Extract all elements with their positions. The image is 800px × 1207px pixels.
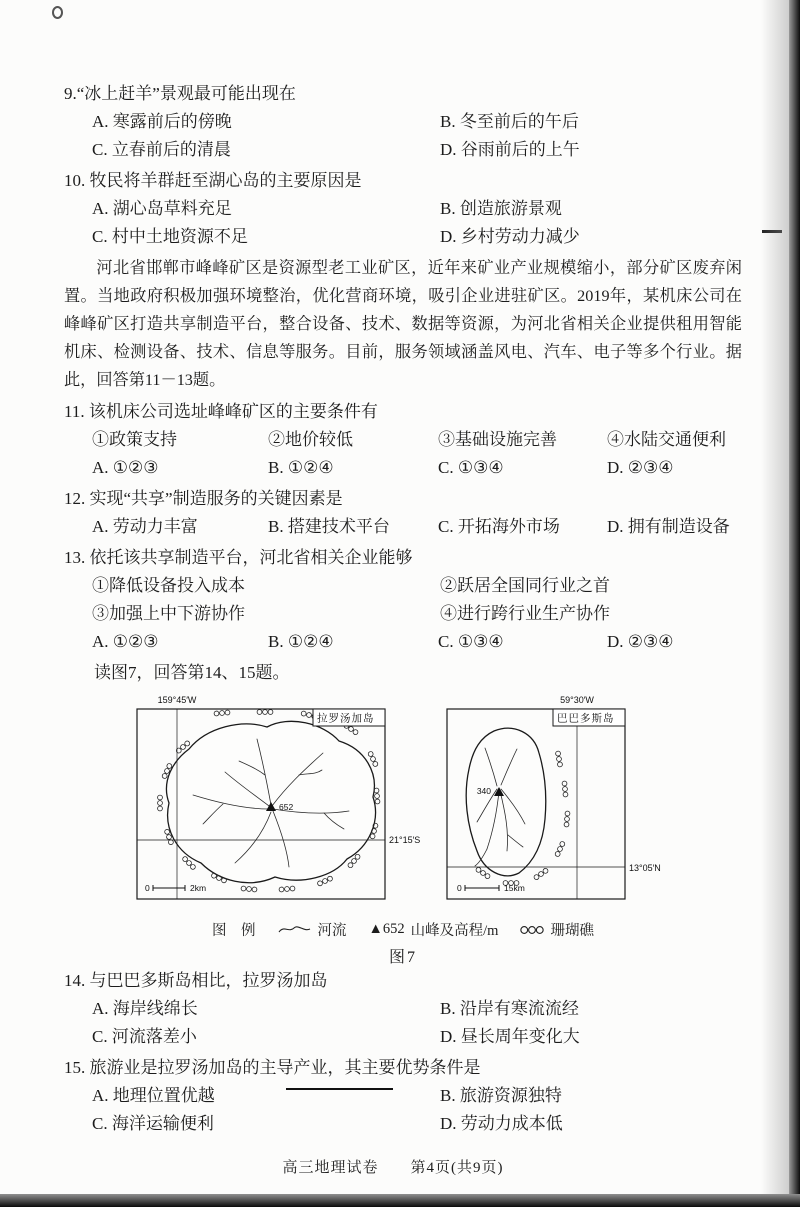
figure-caption: 图7 — [388, 949, 417, 966]
passage-text: 河北省邯郸市峰峰矿区是资源型老工业矿区，近年来矿业产业规模缩小，部分矿区废弃闲置。当地政府积极加强环境整治，优化营商环境，吸引企业进驻矿区。2019年，某机床公司在峰峰矿区打造共享制造平台，整合设备、技术、数据等资源，为河北省相关企业提供租用智能机床、检测设备、技术、信息等服务。目前，服务领域涵盖风电、汽车、电子等多个行业。据此，回答第11－13题。 — [64, 259, 742, 389]
question-10 — [64, 167, 742, 251]
latitude-label: 21°15′S — [389, 835, 421, 845]
figure-intro: 读图7，回答第14、15题。 — [94, 663, 290, 682]
scan-artifact-line — [286, 1088, 393, 1090]
map-title: 拉罗汤加岛 — [317, 712, 375, 725]
question-9 — [64, 80, 742, 164]
question-stem: 12. 实现“共享”制造服务的关键因素是 — [64, 489, 343, 508]
option: A. 地理位置优越 — [92, 1086, 215, 1105]
options — [64, 108, 742, 164]
option: C. 开拓海外市场 — [438, 517, 560, 536]
legend-title: 图 例 — [212, 923, 256, 939]
option: C. 立春前后的清晨 — [92, 140, 231, 159]
figure-maps — [64, 691, 742, 916]
legend-peak — [369, 919, 499, 940]
option: B. ①②④ — [268, 458, 334, 477]
question-15 — [64, 1054, 742, 1138]
option: B. 冬至前后的午后 — [440, 112, 579, 131]
sub-option: ①降低设备投入成本 — [92, 576, 245, 595]
scan-edge-bottom — [0, 1194, 800, 1207]
figure-legend — [64, 919, 742, 940]
question-13 — [64, 544, 742, 656]
sub-option: ③基础设施完善 — [438, 430, 557, 449]
scale-end: 15km — [504, 883, 525, 893]
question-stem: 10. 牧民将羊群赶至湖心岛的主要原因是 — [64, 171, 362, 190]
sub-option: ③加强上中下游协作 — [92, 604, 245, 623]
option: D. 谷雨前后的上午 — [440, 140, 580, 159]
scale-start: 0 — [457, 883, 462, 893]
options — [64, 513, 742, 541]
peak-elevation-label: 340 — [476, 786, 491, 796]
question-14 — [64, 967, 742, 1051]
option: C. 海洋运输便利 — [92, 1114, 214, 1133]
question-stem: 9.“冰上赶羊”景观最可能出现在 — [64, 84, 296, 103]
sub-option: ②地价较低 — [268, 430, 353, 449]
sub-options — [64, 426, 742, 454]
sub-option: ①政策支持 — [92, 430, 177, 449]
map-rarotonga — [127, 691, 427, 916]
option: C. 村中土地资源不足 — [92, 227, 248, 246]
option: A. ①②③ — [92, 632, 159, 651]
question-stem: 15. 旅游业是拉罗汤加岛的主导产业，其主要优势条件是 — [64, 1058, 481, 1077]
scan-edge-right — [789, 0, 800, 1207]
sub-option: ②跃居全国同行业之首 — [440, 576, 610, 595]
map-barbados — [439, 691, 679, 916]
latitude-label: 13°05′N — [629, 863, 661, 873]
sub-options — [64, 572, 742, 628]
peak-elevation-label: 652 — [279, 802, 294, 812]
peak-icon: ▲652 — [368, 921, 405, 937]
legend-river — [278, 919, 347, 940]
option: B. 沿岸有寒流流经 — [440, 999, 579, 1018]
option: D. 拥有制造设备 — [607, 517, 730, 536]
option: C. 河流落差小 — [92, 1027, 197, 1046]
option: A. 劳动力丰富 — [92, 517, 198, 536]
options — [64, 628, 742, 656]
sub-option: ④进行跨行业生产协作 — [440, 604, 610, 623]
option: C. ①③④ — [438, 458, 504, 477]
scale-start: 0 — [145, 883, 150, 893]
question-stem: 11. 该机床公司选址峰峰矿区的主要条件有 — [64, 402, 378, 421]
longitude-label: 159°45′W — [157, 695, 197, 705]
page-footer: 高三地理试卷 第4页(共9页) — [282, 1160, 504, 1176]
legend-reef — [520, 919, 594, 940]
option: D. 劳动力成本低 — [440, 1114, 563, 1133]
option: A. 湖心岛草料充足 — [92, 199, 232, 218]
longitude-label: 59°30′W — [560, 695, 594, 705]
option: B. 创造旅游景观 — [440, 199, 562, 218]
option: B. 旅游资源独特 — [440, 1086, 562, 1105]
option: A. 寒露前后的傍晚 — [92, 112, 232, 131]
scan-artifact-ring — [52, 6, 63, 19]
option: D. ②③④ — [607, 458, 674, 477]
options — [64, 995, 742, 1051]
legend-label: 河流 — [317, 923, 347, 939]
option: C. ①③④ — [438, 632, 504, 651]
option: A. 海岸线绵长 — [92, 999, 198, 1018]
options — [64, 195, 742, 251]
river-icon — [278, 924, 312, 936]
figure-7 — [64, 691, 742, 967]
option: A. ①②③ — [92, 458, 159, 477]
option: D. ②③④ — [607, 632, 674, 651]
reef-icon — [520, 925, 544, 935]
option: D. 昼长周年变化大 — [440, 1027, 580, 1046]
scan-shade-right — [761, 0, 789, 1207]
sub-option: ④水陆交通便利 — [607, 430, 726, 449]
question-12 — [64, 485, 742, 541]
map-title: 巴巴多斯岛 — [557, 712, 615, 725]
legend-label: 山峰及高程/m — [410, 923, 499, 939]
question-stem: 13. 依托该共享制造平台，河北省相关企业能够 — [64, 548, 413, 567]
legend-label: 珊瑚礁 — [550, 923, 594, 939]
option: B. 搭建技术平台 — [268, 517, 390, 536]
option: B. ①②④ — [268, 632, 334, 651]
options — [64, 454, 742, 482]
option: D. 乡村劳动力减少 — [440, 227, 580, 246]
scale-end: 2km — [190, 883, 207, 893]
question-11 — [64, 398, 742, 482]
options — [64, 1082, 742, 1138]
question-stem: 14. 与巴巴多斯岛相比，拉罗汤加岛 — [64, 971, 328, 990]
